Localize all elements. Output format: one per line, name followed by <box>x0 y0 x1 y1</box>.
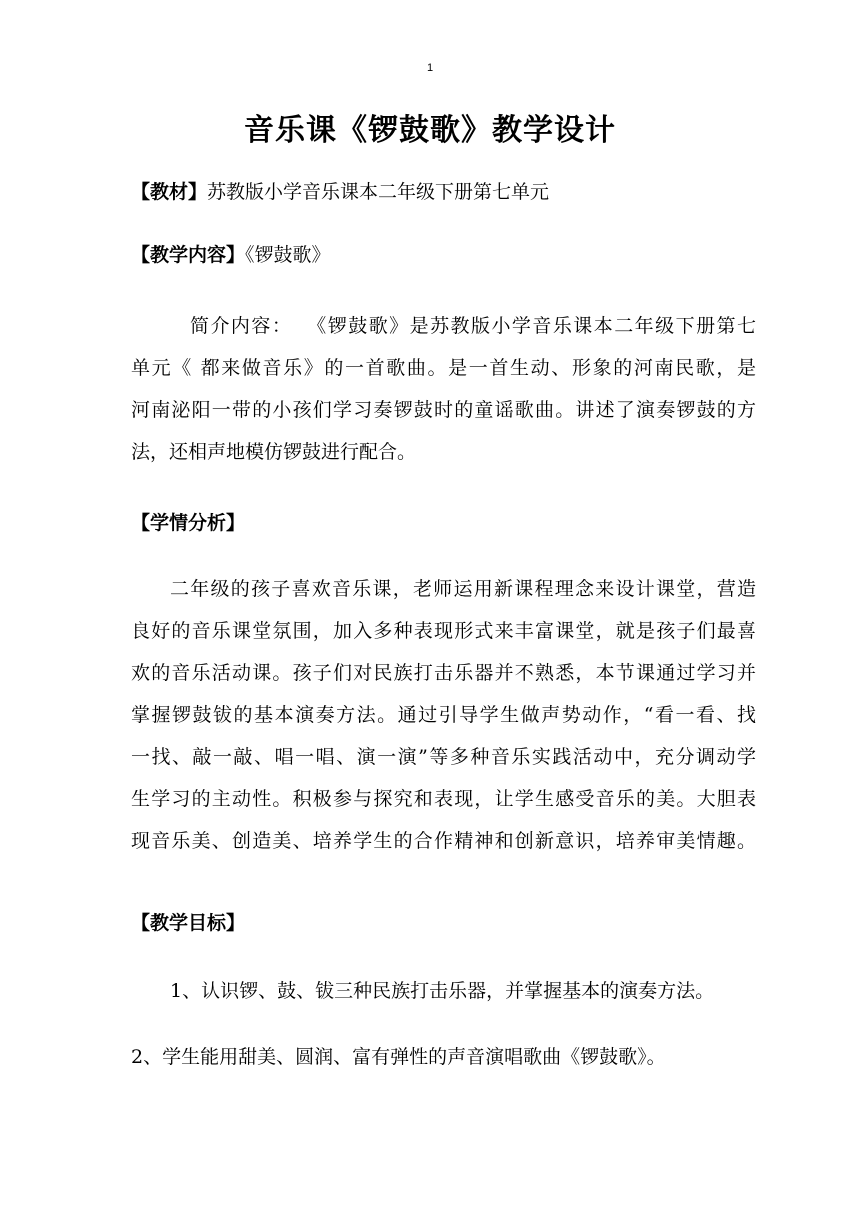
analysis-line: 生学习的主动性。积极参与探究和表现，让学生感受音乐的美。大胆表 <box>131 788 756 810</box>
intro-line: 法，还相声地模仿锣鼓进行配合。 <box>131 441 417 463</box>
objective-item: 1、认识锣、鼓、钹三种民族打击乐器，并掌握基本的演奏方法。 <box>170 980 715 1002</box>
content-value: 《锣鼓歌》 <box>245 244 331 266</box>
content-label: 【教学内容】 <box>131 244 246 266</box>
analysis-line: 二年级的孩子喜欢音乐课，老师运用新课程理念来设计课堂，营造 <box>170 578 756 600</box>
intro-line: 简介内容： 《锣鼓歌》是苏教版小学音乐课本二年级下册第七 <box>190 315 756 337</box>
textbook-line <box>131 178 549 206</box>
textbook-value: 苏教版小学音乐课本二年级下册第七单元 <box>207 181 550 203</box>
analysis-line: 良好的音乐课堂氛围，加入多种表现形式来丰富课堂，就是孩子们最喜 <box>131 620 756 642</box>
intro-line: 单元《 都来做音乐》的一首歌曲。是一首生动、形象的河南民歌，是 <box>131 357 756 379</box>
page-number: 1 <box>426 62 434 74</box>
analysis-line: 掌握锣鼓钹的基本演奏方法。通过引导学生做声势动作，“看一看、找 <box>131 704 756 726</box>
intro-line: 河南泌阳一带的小孩们学习奏锣鼓时的童谣歌曲。讲述了演奏锣鼓的方 <box>131 399 756 421</box>
content-line <box>131 241 331 269</box>
analysis-paragraph <box>131 568 756 862</box>
analysis-line: 一找、敲一敲、唱一唱、演一演”等多种音乐实践活动中，充分调动学 <box>131 746 756 768</box>
document-title: 音乐课《锣鼓歌》教学设计 <box>244 113 616 148</box>
textbook-label: 【教材】 <box>131 181 208 203</box>
intro-paragraph <box>131 305 756 473</box>
analysis-line: 现音乐美、创造美、培养学生的合作精神和创新意识，培养审美情趣。 <box>131 830 756 852</box>
objectives-heading: 【教学目标】 <box>131 912 246 934</box>
analysis-line: 欢的音乐活动课。孩子们对民族打击乐器并不熟悉，本节课通过学习并 <box>131 662 756 684</box>
analysis-heading: 【学情分析】 <box>131 512 246 534</box>
objective-item: 2、学生能用甜美、圆润、富有弹性的声音演唱歌曲《锣鼓歌》。 <box>131 1046 666 1068</box>
